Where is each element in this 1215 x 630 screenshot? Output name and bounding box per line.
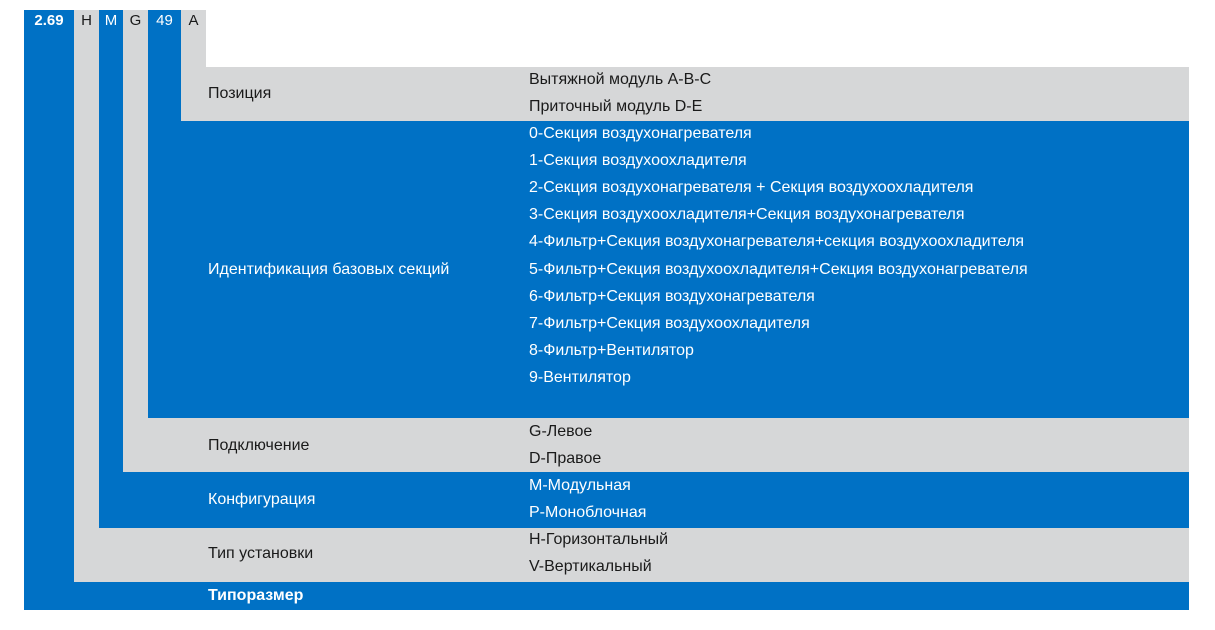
config-label: Конфигурация [208, 491, 316, 508]
code-sections: 49 [148, 10, 181, 32]
config-option: M-Модульная [529, 477, 631, 494]
code-size: 2.69 [24, 10, 74, 32]
sections-option: 1-Секция воздухоохладителя [529, 152, 747, 169]
code-position: A [181, 10, 206, 32]
sections-option: 2-Секция воздухонагревателя + Секция воздухоохладителя [529, 179, 974, 196]
position-option: Приточный модуль D-E [529, 98, 703, 115]
sections-option: 5-Фильтр+Секция воздухоохладителя+Секция воздухонагревателя [529, 261, 1028, 278]
size-label: Типоразмер [208, 587, 304, 604]
header-gap [206, 10, 1189, 67]
code-config: M [99, 10, 123, 32]
sections-option: 9-Вентилятор [529, 369, 631, 386]
sections-option: 7-Фильтр+Секция воздухоохладителя [529, 315, 810, 332]
connection-option: G-Левое [529, 423, 593, 440]
sections-option: 3-Секция воздухоохладителя+Секция воздухонагревателя [529, 206, 965, 223]
config-option: P-Моноблочная [529, 504, 647, 521]
sections-label: Идентификация базовых секций [208, 261, 450, 278]
sections-option: 6-Фильтр+Секция воздухонагревателя [529, 288, 815, 305]
position-option: Вытяжной модуль A-B-C [529, 71, 712, 88]
connection-label: Подключение [208, 437, 310, 454]
code-connection: G [123, 10, 148, 32]
position-label: Позиция [208, 85, 272, 102]
sections-option: 4-Фильтр+Секция воздухонагревателя+секция воздухоохладителя [529, 233, 1025, 250]
sections-option: 8-Фильтр+Вентилятор [529, 342, 694, 359]
install-option: H-Горизонтальный [529, 531, 669, 548]
install-option: V-Вертикальный [529, 558, 652, 575]
code-install: H [74, 10, 99, 32]
sections-option: 0-Секция воздухонагревателя [529, 125, 752, 142]
connection-option: D-Правое [529, 450, 602, 467]
install-label: Тип установки [208, 545, 314, 562]
